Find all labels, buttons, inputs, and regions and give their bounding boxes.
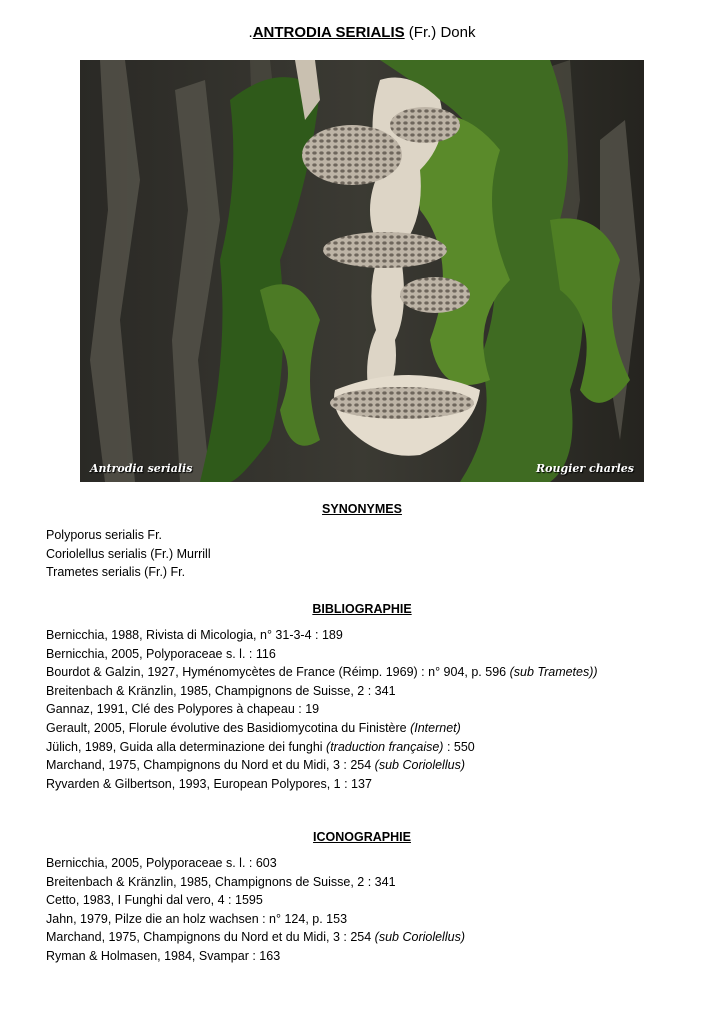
bibliographie-heading: BIBLIOGRAPHIE [312, 602, 412, 616]
bibliography-item: Marchand, 1975, Champignons du Nord et du Midi, 3 : 254 (sub Coriolellus) [46, 758, 465, 773]
bibliography-item: Gerault, 2005, Florule évolutive des Basidiomycotina du Finistère (Internet) [46, 720, 461, 735]
bibliography-item: Jülich, 1989, Guida alla determinazione dei funghi (traduction française) : 550 [46, 739, 475, 754]
photo-caption-species: Antrodia serialis [90, 462, 193, 475]
bibliography-item: Ryvarden & Gilbertson, 1993, European Polypores, 1 : 137 [46, 776, 372, 791]
bibliography-item: Gannaz, 1991, Clé des Polypores à chapeau : 19 [46, 702, 320, 717]
synonym-item: Polyporus serialis Fr. [46, 528, 163, 542]
iconography-item: Breitenbach & Kränzlin, 1985, Champignons de Suisse, 2 : 341 [46, 874, 396, 889]
photo-caption-author: Rougier charles [536, 462, 634, 475]
iconography-item: Cetto, 1983, I Funghi dal vero, 4 : 1595 [46, 893, 263, 908]
photo-illustration [80, 60, 644, 482]
iconographie-heading: ICONOGRAPHIE [313, 830, 411, 844]
iconographie-list [46, 854, 465, 966]
iconography-item: Marchand, 1975, Champignons du Nord et du Midi, 3 : 254 (sub Coriolellus) [46, 930, 465, 945]
bibliography-item: Bernicchia, 1988, Rivista di Micologia, n° 31-3-4 : 189 [46, 628, 343, 642]
page-title [0, 24, 724, 42]
bibliography-item: Bernicchia, 2005, Polyporaceae s. l. : 116 [46, 646, 276, 661]
synonymes-heading: SYNONYMES [322, 502, 402, 516]
iconography-item: Bernicchia, 2005, Polyporaceae s. l. : 603 [46, 856, 277, 870]
bibliography-item: Breitenbach & Kränzlin, 1985, Champignons de Suisse, 2 : 341 [46, 683, 396, 698]
synonym-item: Trametes serialis (Fr.) Fr. [46, 565, 186, 580]
synonym-item: Coriolellus serialis (Fr.) Murrill [46, 546, 211, 561]
bibliography-item: Bourdot & Galzin, 1927, Hyménomycètes de France (Réimp. 1969) : n° 904, p. 596 (sub Trametes)) [46, 665, 598, 680]
iconography-item: Ryman & Holmasen, 1984, Svampar : 163 [46, 948, 281, 963]
species-authority: (Fr.) Donk [404, 24, 476, 41]
iconography-item: Jahn, 1979, Pilze die an holz wachsen : n° 124, p. 153 [46, 911, 348, 926]
bibliographie-list [46, 626, 598, 793]
species-name: ANTRODIA SERIALIS [252, 24, 405, 41]
synonymes-list [46, 526, 211, 582]
title-prefix: . [248, 24, 253, 41]
mushroom-photo [80, 60, 644, 482]
